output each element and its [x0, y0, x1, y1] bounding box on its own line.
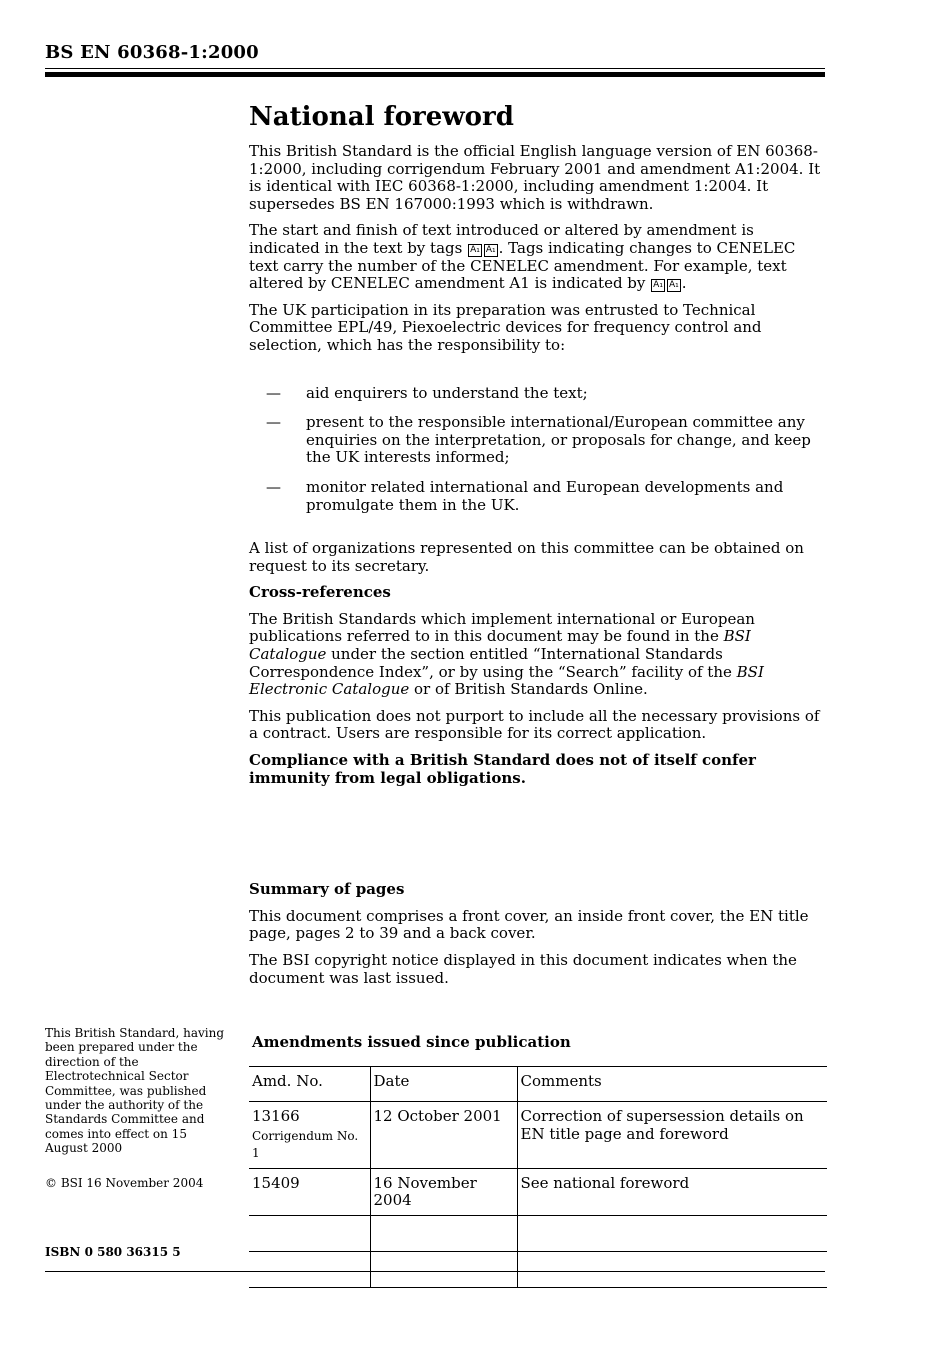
- list-item: — monitor related international and European developments and promulgate them in the UK.: [249, 479, 829, 514]
- organizations-paragraph: A list of organizations represented on this committee can be obtained on request to its secretary.: [249, 539, 804, 575]
- amendments-table: [249, 1066, 827, 1288]
- amendment-comment: Correction of supersession details on EN title page and foreword: [517, 1102, 827, 1169]
- dash-icon: —: [266, 477, 281, 496]
- sidebar-authority-text: This British Standard, having been prepared under the direction of the Electrotechnical Sector Committee, was published under the authority of the Standards Committee and comes into effect on 15 August 2000: [45, 1026, 225, 1156]
- document-id: BS EN 60368-1:2000: [45, 42, 259, 63]
- sidebar: [45, 1026, 230, 1210]
- dash-icon: —: [266, 383, 281, 402]
- amendment-tags-paragraph: [249, 222, 829, 292]
- intro-paragraph: This British Standard is the official English language version of EN 60368-1:2000, including corrigendum February 2001 and amendment A1:2004. It is identical with IEC 60368-1:2000, including amendment 1:2004. It supersedes BS EN 167000:1993 which is withdrawn.: [249, 142, 821, 213]
- list-item: — present to the responsible international/European committee any enquiries on the interpretation, or proposals for change, and keep the UK interests informed;: [249, 414, 829, 467]
- bsi-catalogue-title: BSI Catalogue: [249, 627, 751, 664]
- header-divider-thin: [45, 68, 825, 69]
- cross-references-paragraph: The British Standards which implement international or European publications referred to in this document may be found in the BSI Catalogue under the section entitled “International Standards Correspondence Index”, or by using the “Search” facility of the BSI Electronic Catalogue or of British Standards Online.: [249, 609, 764, 699]
- tag-a1-close-icon: A₁: [668, 280, 679, 291]
- tag-close-icon: A₁: [485, 244, 496, 255]
- amendment-date: 16 November 2004: [370, 1168, 517, 1215]
- tag-a1-open-icon: A₁: [653, 280, 663, 291]
- tags-text-2: . Tags indicating changes to CENELEC text carry the number of the CENELEC amendment. For example, text altered by CENELEC amendment A1 is indicated by: [249, 238, 796, 293]
- dash-icon: —: [266, 413, 281, 432]
- column-header: Amd. No.: [249, 1067, 370, 1102]
- footer-divider: [45, 1271, 825, 1272]
- amendment-number: 15409: [249, 1168, 370, 1215]
- page-title: National foreword: [249, 102, 514, 132]
- committee-paragraph: The UK participation in its preparation was entrusted to Technical Committee EPL/49, Piexoelectric devices for frequency control and selection, which has the responsibility to:: [249, 300, 762, 354]
- amendment-comment: See national foreword: [517, 1168, 827, 1215]
- amendments-title: Amendments issued since publication: [252, 1033, 571, 1051]
- table-row: [249, 1102, 827, 1169]
- provisions-paragraph: This publication does not purport to include all the necessary provisions of a contract. Users are responsible for its correct application.: [249, 706, 820, 743]
- column-header: Comments: [517, 1067, 827, 1102]
- amendment-subtitle: Corrigendum No. 1: [252, 1128, 359, 1161]
- table-header-row: [249, 1067, 827, 1102]
- tags-text-1: The start and finish of text introduced or altered by amendment is indicated in the text by tags: [249, 221, 754, 257]
- cross-references-heading: Cross-references: [249, 583, 391, 602]
- tags-text-3: .: [681, 274, 687, 293]
- sidebar-copyright: © BSI 16 November 2004: [45, 1175, 204, 1190]
- table-row-empty: [249, 1251, 827, 1287]
- column-header: Date: [370, 1067, 517, 1102]
- summary-paragraph: This document comprises a front cover, an inside front cover, the EN title page, pages 2 to 39 and a back cover.: [249, 906, 809, 943]
- amendment-number: 13166 Corrigendum No. 1: [249, 1102, 370, 1169]
- table-row: [249, 1168, 827, 1215]
- amendment-date: 12 October 2001: [370, 1102, 517, 1169]
- compliance-statement: Compliance with a British Standard does not of itself confer immunity from legal obligations.: [249, 751, 756, 787]
- responsibility-list: [249, 385, 829, 515]
- table-row-empty: [249, 1215, 827, 1251]
- header-divider-thick: [45, 72, 825, 77]
- tag-open-icon: A₁: [470, 244, 480, 255]
- list-item: — aid enquirers to understand the text;: [249, 385, 829, 403]
- summary-heading: Summary of pages: [249, 880, 405, 899]
- copyright-notice-paragraph: The BSI copyright notice displayed in this document indicates when the document was last issued.: [249, 951, 797, 987]
- main-content: [249, 100, 829, 996]
- isbn: ISBN 0 580 36315 5: [45, 1245, 181, 1259]
- bsi-electronic-catalogue-title: BSI Electronic Catalogue: [249, 662, 764, 699]
